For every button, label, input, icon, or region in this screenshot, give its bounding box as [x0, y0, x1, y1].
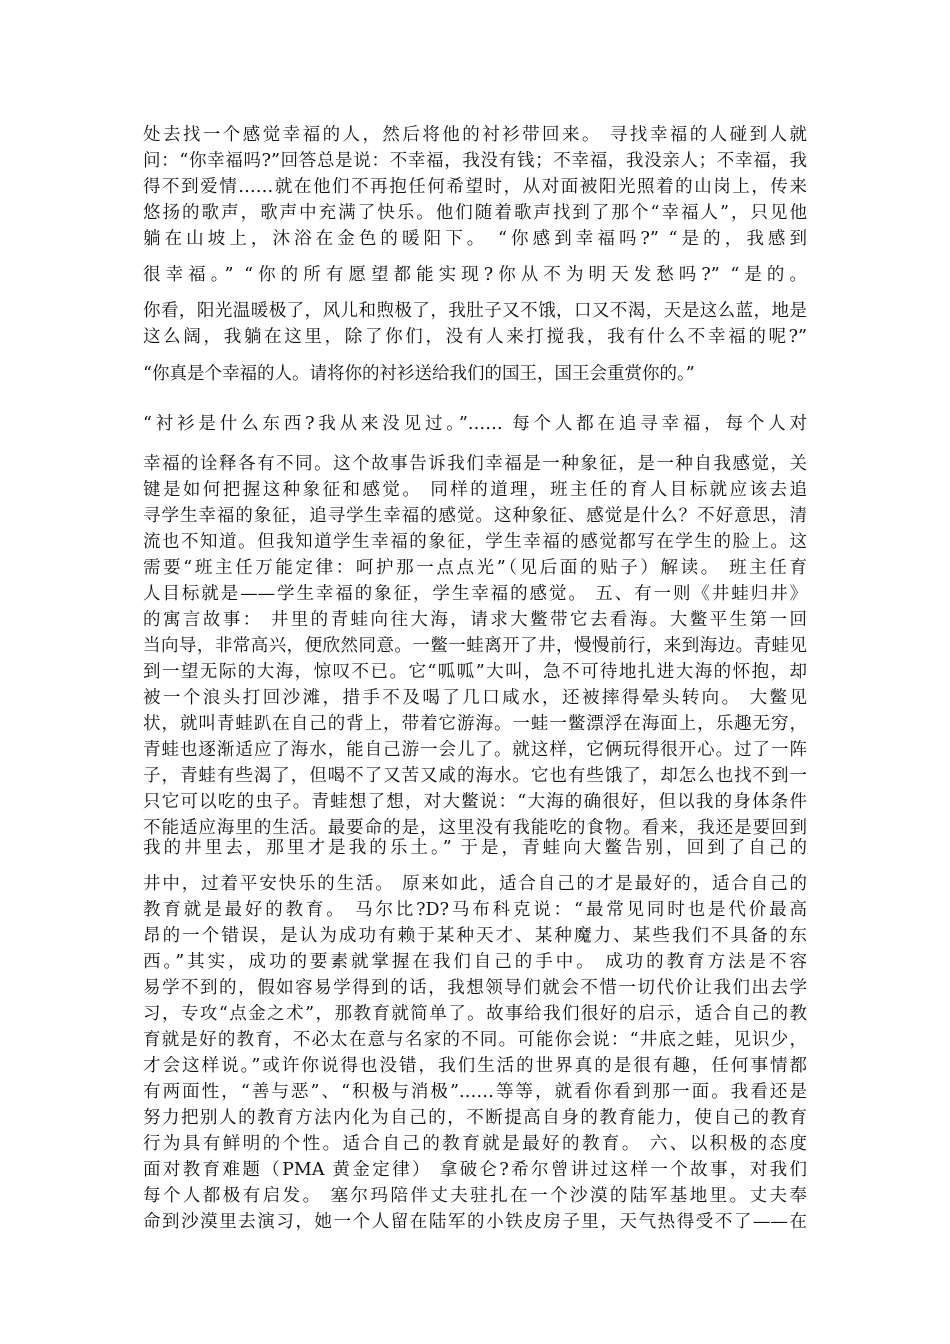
text-line: 西。”其实，成功的要素就掌握在我们自己的手中。 成功的教育方法是不容 [143, 952, 807, 972]
text-line: 幸福的诠释各有不同。这个故事告诉我们幸福是一种象征，是一种自我感觉，关 [143, 454, 807, 474]
text-line: 状，就叫青蛙趴在自己的背上，带着它游海。一蛙一鳖漂浮在海面上，乐趣无穷， [143, 714, 807, 734]
text-line: 得不到爱情……就在他们不再抱任何希望时，从对面被阳光照着的山岗上，传来 [143, 177, 807, 197]
text-line: 不能适应海里的生活。最要命的是，这里没有我能吃的食物。看来，我还是要回到 [143, 818, 807, 838]
text-line: 育就是好的教育，不必太在意与名家的不同。可能你会说：“井底之蛙，见识少， [143, 1030, 807, 1050]
text-line: 教育就是最好的教育。 马尔比?D?马布科克说：“最常见同时也是代价最高 [143, 900, 807, 920]
text-line: 昂的一个错误，是认为成功有赖于某种天才、某种魔力、某些我们不具备的东 [143, 926, 807, 946]
text-line: 我的井里去，那里才是我的乐土。” 于是，青蛙向大鳖告别，回到了自己的 [143, 838, 807, 858]
text-line: 面对教育难题（PMA 黄金定律） 拿破仑?希尔曾讲过这样一个故事，对我们 [143, 1160, 807, 1180]
text-line: 有两面性，“善与恶”、“积极与消极”……等等，就看你看到那一面。我看还是 [143, 1082, 807, 1102]
text-line: 青蛙也逐渐适应了海水，能自己游一会儿了。就这样，它俩玩得很开心。过了一阵 [143, 740, 807, 760]
text-line: 需要“班主任万能定律：呵护那一点点光”（见后面的贴子）解读。 班主任育 [143, 558, 807, 578]
text-line: 被一个浪头打回沙滩，措手不及喝了几口咸水，还被摔得晕头转向。 大鳖见 [143, 688, 807, 708]
text-line: 才会这样说。”或许你说得也没错，我们生活的世界真的是很有趣，任何事情都 [143, 1056, 807, 1076]
text-line: 很幸福。” “你的所有愿望都能实现?你从不为明天发愁吗?” “是的。 [143, 265, 807, 285]
text-line: 键是如何把握这种象征和感觉。 同样的道理，班主任的育人目标就应该去追 [143, 480, 807, 500]
text-line: 流也不知道。但我知道学生幸福的象征，学生幸福的感觉都写在学生的脸上。这 [143, 532, 807, 552]
text-line: 的寓言故事： 井里的青蛙向往大海，请求大鳖带它去看海。大鳖平生第一回 [143, 610, 807, 630]
text-line: 当向导，非常高兴，便欣然同意。一鳖一蛙离开了井，慢慢前行，来到海边。青蛙见 [143, 636, 807, 656]
text-line: 子，青蛙有些渴了，但喝不了又苦又咸的海水。它也有些饿了，却怎么也找不到一 [143, 766, 807, 786]
text-line: 易学不到的，假如容易学得到的话，我想领导们就会不惜一切代价让我们出去学 [143, 978, 807, 998]
text-line: 问：“你幸福吗?”回答总是说：不幸福，我没有钱；不幸福，我没亲人；不幸福，我 [143, 151, 807, 171]
text-line: 行为具有鲜明的个性。适合自己的教育就是最好的教育。 六、以积极的态度 [143, 1134, 807, 1154]
text-line: 躺在山坡上，沐浴在金色的暖阳下。 “你感到幸福吗?” “是的，我感到 [143, 229, 807, 249]
text-line: 处去找一个感觉幸福的人，然后将他的衬衫带回来。 寻找幸福的人碰到人就 [143, 125, 807, 145]
text-line: 你看，阳光温暖极了，风儿和煦极了，我肚子又不饿，口又不渴，天是这么蓝，地是 [143, 301, 807, 321]
text-line: 这么阔，我躺在这里，除了你们，没有人来打搅我，我有什么不幸福的呢?” [143, 327, 807, 347]
text-line: 悠扬的歌声，歌声中充满了快乐。他们随着歌声找到了那个“幸福人”，只见他 [143, 203, 807, 223]
text-line: 每个人都极有启发。 塞尔玛陪伴丈夫驻扎在一个沙漠的陆军基地里。丈夫奉 [143, 1186, 807, 1206]
text-line: 努力把别人的教育方法内化为自己的，不断提高自身的教育能力，使自己的教育 [143, 1108, 807, 1128]
text-line: 只它可以吃的虫子。青蛙想了想，对大鳖说：“大海的确很好，但以我的身体条件 [143, 792, 807, 812]
text-line: 人目标就是——学生幸福的象征，学生幸福的感觉。 五、有一则《井蛙归井》 [143, 584, 807, 604]
text-line: 寻学生幸福的象征，追寻学生幸福的感觉。这种象征、感觉是什么？不好意思，清 [143, 506, 807, 526]
text-line: 到一望无际的大海，惊叹不已。它“呱呱”大叫，急不可待地扎进大海的怀抱，却 [143, 662, 807, 682]
text-line: “衬衫是什么东西?我从来没见过。”…… 每个人都在追寻幸福，每个人对 [143, 414, 807, 434]
text-line: 命到沙漠里去演习，她一个人留在陆军的小铁皮房子里，天气热得受不了——在 [143, 1212, 807, 1232]
text-line: 习，专攻“点金之术”，那教育就简单了。故事给我们很好的启示，适合自己的教 [143, 1004, 807, 1024]
text-line: “你真是个幸福的人。请将你的衬衫送给我们的国王，国王会重赏你的。” [143, 364, 695, 384]
text-line: 井中，过着平安快乐的生活。 原来如此，适合自己的才是最好的，适合自己的 [143, 874, 807, 894]
